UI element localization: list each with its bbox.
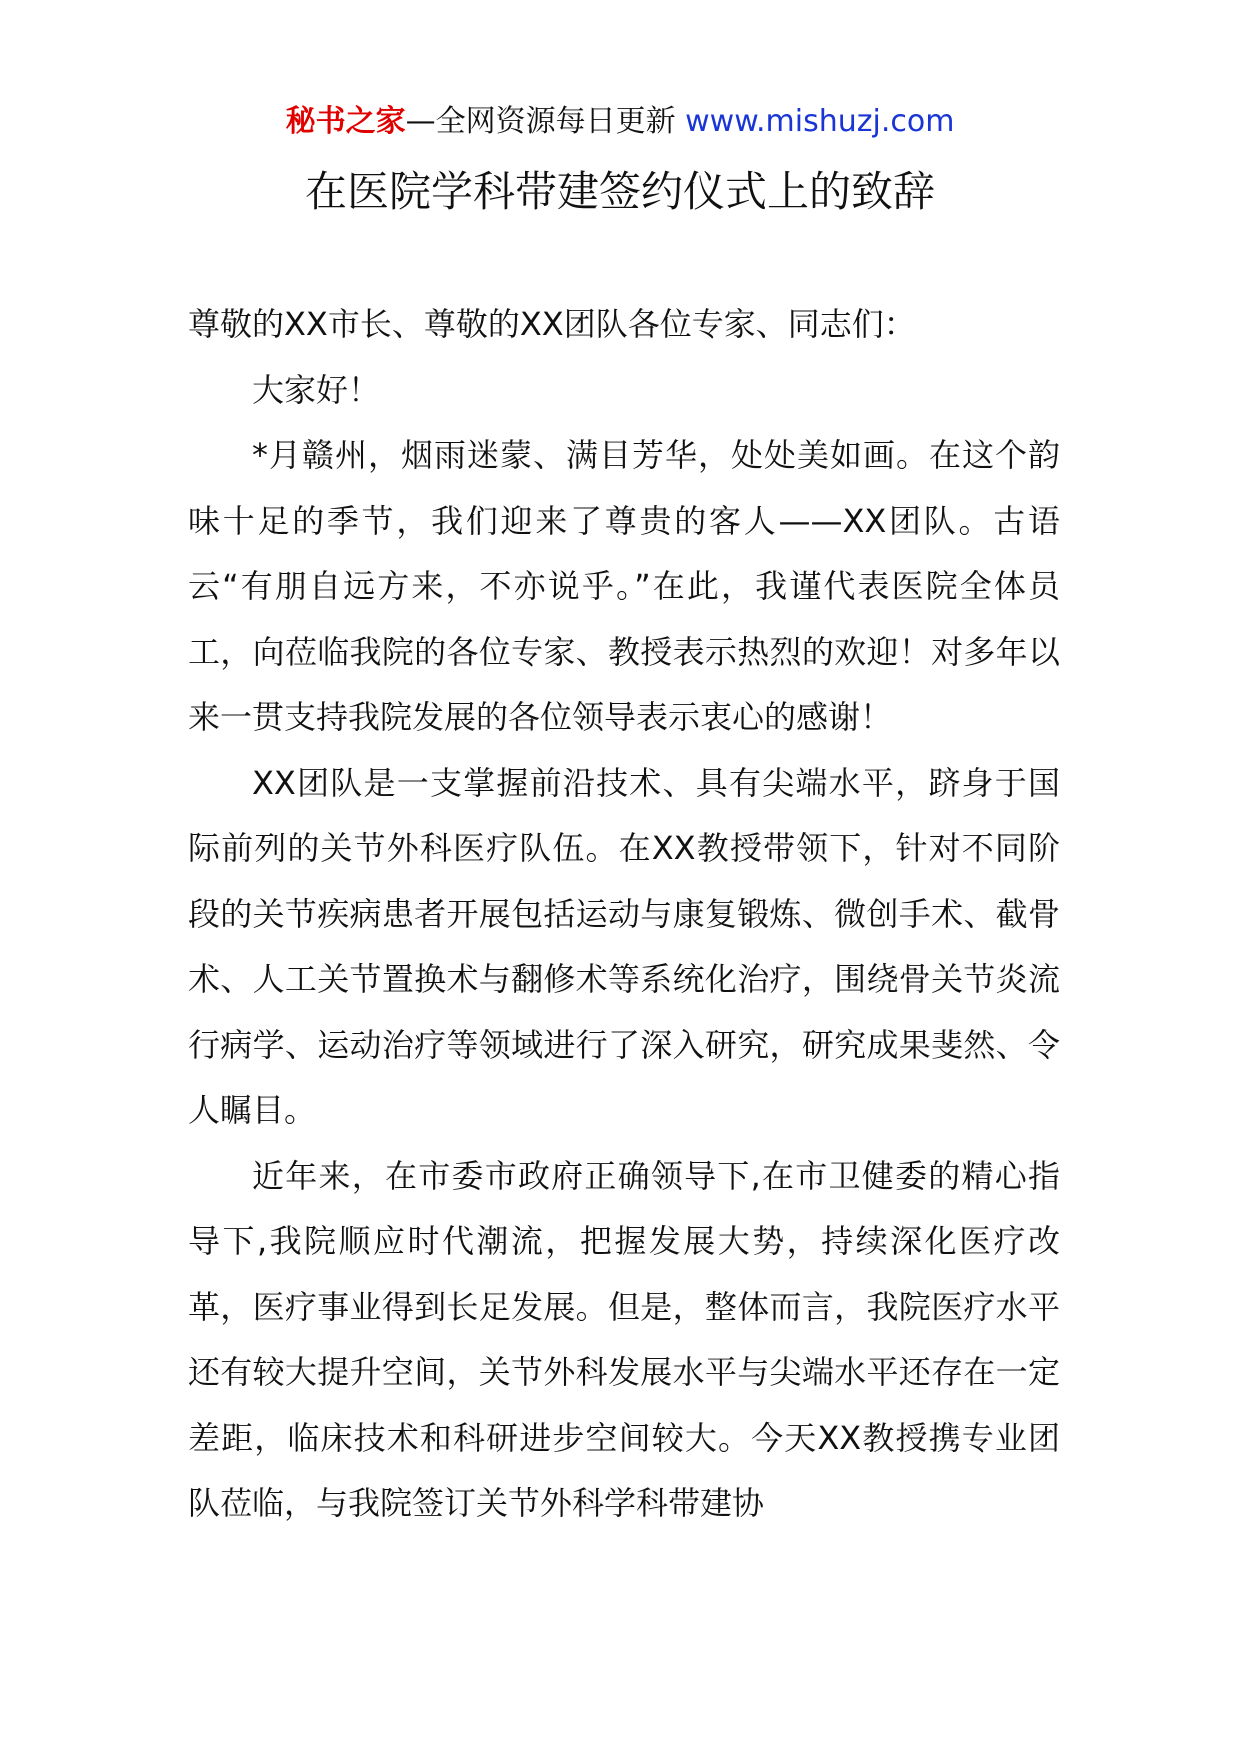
site-header <box>0 102 1240 142</box>
header-slogan: —全网资源每日更新 <box>405 104 676 139</box>
site-url-link[interactable]: www.mishuzj.com <box>685 104 955 139</box>
paragraph-3: 近年来，在市委市政府正确领导下,在市卫健委的精心指导下,我院顺应时代潮流，把握发展大势，持续深化医疗改革，医疗事业得到长足发展。但是，整体而言，我院医疗水平还有较大提升空间，关节外科发展水平与尖端水平还存在一定差距，临床技术和科研进步空间较大。今天XX教授携专业团队莅临，与我院签订关节外科学科带建协 <box>188 1156 1060 1522</box>
greeting: 大家好！ <box>252 370 381 409</box>
paragraph-2: XX团队是一支掌握前沿技术、具有尖端水平，跻身于国际前列的关节外科医疗队伍。在XX教授带领下，针对不同阶段的关节疾病患者开展包括运动与康复锻炼、微创手术、截骨术、人工关节置换术与翻修术等系统化治疗，围绕骨关节炎流行病学、运动治疗等领域进行了深入研究，研究成果斐然、令人瞩目。 <box>188 763 1060 1129</box>
paragraph-1: *月赣州，烟雨迷蒙、满目芳华，处处美如画。在这个韵味十足的季节，我们迎来了尊贵的客人——XX团队。古语云“有朋自远方来，不亦说乎。”在此，我谨代表医院全体员工，向莅临我院的各位专家、教授表示热烈的欢迎！对多年以来一贯支持我院发展的各位领导表示衷心的感谢！ <box>188 436 1060 736</box>
document-body <box>188 292 1060 1537</box>
brand-name: 秘书之家 <box>285 104 406 139</box>
salutation: 尊敬的XX市长、尊敬的XX团队各位专家、同志们： <box>188 305 916 343</box>
document-title: 在医院学科带建签约仪式上的致辞 <box>304 167 935 216</box>
